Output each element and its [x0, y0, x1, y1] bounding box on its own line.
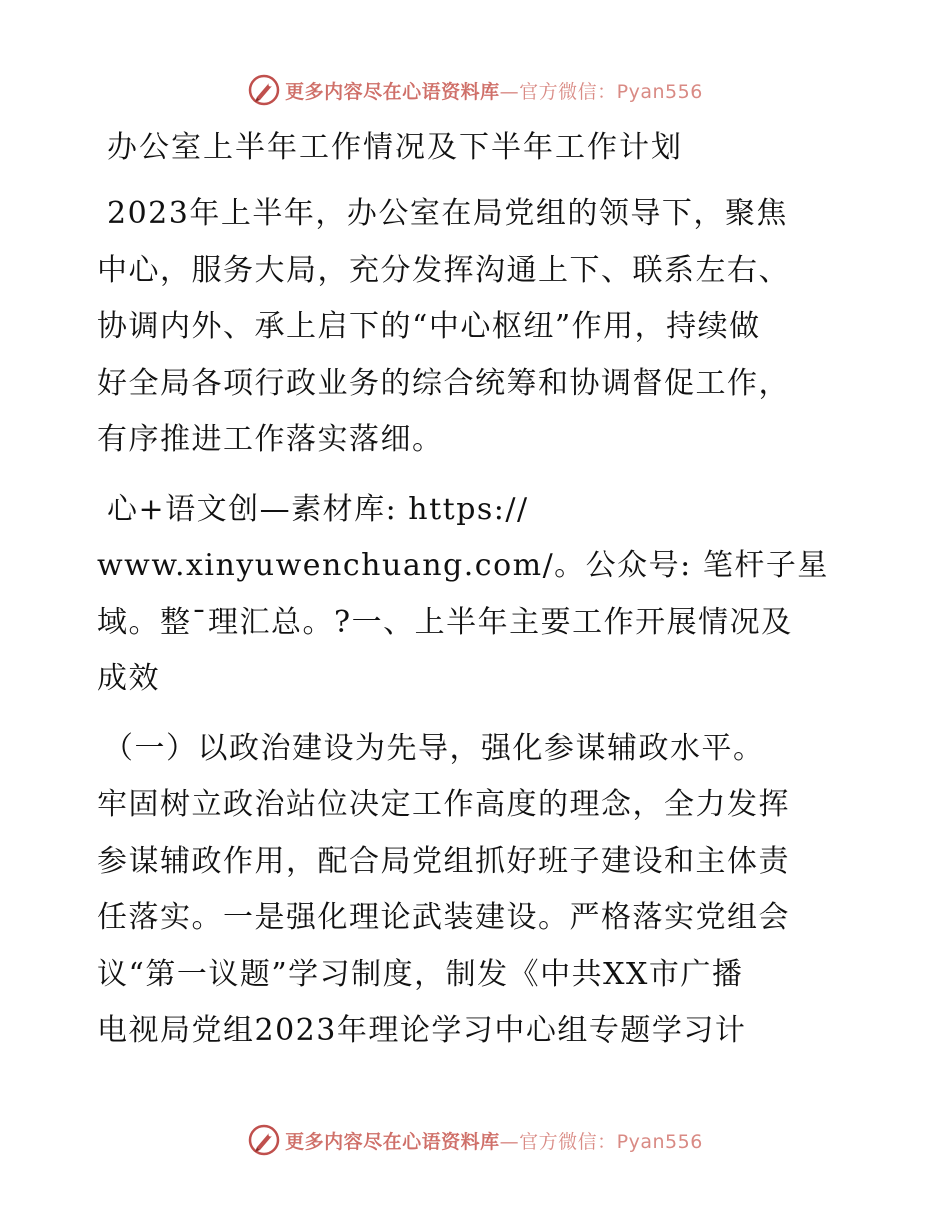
paragraph-intro: [97, 186, 857, 469]
paragraph-line: 好全局各项行政业务的综合统筹和协调督促工作，: [97, 365, 790, 401]
paragraph-line: 成效: [97, 661, 160, 696]
paragraph-line: 中心，服务大局，充分发挥沟通上下、联系左右、: [97, 252, 790, 288]
paragraph-line: 参谋辅政作用，配合局党组抓好班子建设和主体责: [97, 843, 790, 879]
paragraph-line: 心+语文创—素材库: https://: [107, 491, 529, 527]
paragraph-section-one: [97, 721, 857, 1060]
paragraph-line: 有序推进工作落实落细。: [97, 422, 444, 457]
pen-logo-icon: [247, 73, 281, 107]
paragraph-line: （一）以政治建设为先导，强化参谋辅政水平。: [103, 730, 765, 766]
paragraph-line: 域。整¯理汇总。?一、上半年主要工作开展情况及: [97, 604, 793, 640]
watermark-sub-text: —官方微信：Pyan556: [499, 80, 703, 103]
footer-watermark: [0, 1120, 950, 1160]
document-title: 办公室上半年工作情况及下半年工作计划: [107, 130, 683, 165]
pen-logo-icon: [247, 1123, 281, 1157]
header-watermark: [0, 70, 950, 110]
watermark-sub-text: —官方微信：Pyan556: [499, 1130, 703, 1153]
paragraph-line: 牢固树立政治站位决定工作高度的理念，全力发挥: [97, 787, 790, 822]
paragraph-line: 任落实。一是强化理论武装建设。严格落实党组会: [97, 900, 790, 935]
paragraph-source: [97, 482, 857, 708]
watermark-text: [285, 77, 703, 104]
paragraph-line: 协调内外、承上启下的“中心枢纽”作用，持续做: [97, 309, 761, 344]
paragraph-line: 2023年上半年，办公室在局党组的领导下，聚焦: [107, 196, 788, 231]
document-body: [97, 120, 857, 1073]
paragraph-line: www.xinyuwenchuang.com/。公众号: 笔杆子星: [97, 548, 829, 583]
watermark-main-text: 更多内容尽在心语资料库: [285, 80, 500, 103]
watermark-text: [285, 1127, 703, 1154]
paragraph-line: 电视局党组2023年理论学习中心组专题学习计: [97, 1013, 747, 1048]
paragraph-line: 议“第一议题”学习制度，制发《中共XX市广播: [97, 956, 744, 992]
watermark-main-text: 更多内容尽在心语资料库: [285, 1130, 500, 1153]
